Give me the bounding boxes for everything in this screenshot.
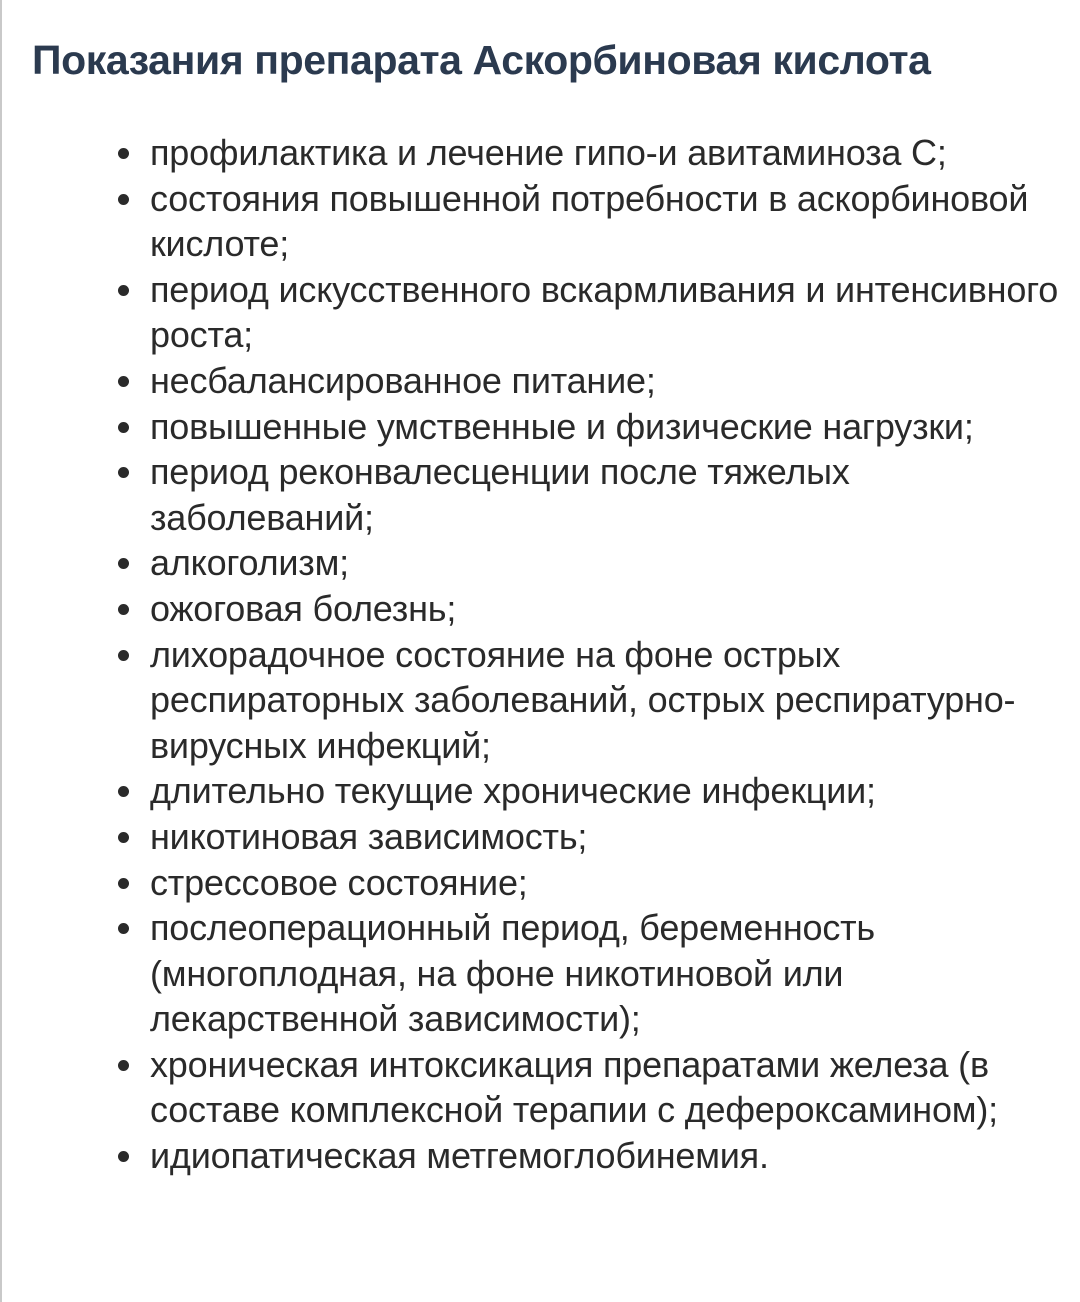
list-item (118, 905, 1068, 1042)
bullet-icon (118, 923, 129, 934)
bullet-icon (118, 376, 129, 387)
list-item (118, 267, 1068, 358)
list-item (118, 586, 1068, 632)
list-item (118, 404, 1068, 450)
list-item (118, 176, 1068, 267)
bullet-icon (118, 1060, 129, 1071)
bullet-icon (118, 832, 129, 843)
bullet-icon (118, 285, 129, 296)
bullet-icon (118, 194, 129, 205)
list-item-text: никотиновая зависимость; (150, 815, 588, 857)
list-item-text: послеоперационный период, беременность (многоплодная, на фоне никотиновой или лекарственной зависимости); (150, 907, 875, 1040)
bullet-icon (118, 422, 129, 433)
list-item (118, 540, 1068, 586)
bullet-icon (118, 148, 129, 159)
list-item (118, 1133, 1068, 1179)
bullet-icon (118, 1151, 129, 1162)
list-item (118, 814, 1068, 860)
list-item-text: повышенные умственные и физические нагрузки; (150, 405, 974, 447)
list-item-text: идиопатическая метгемоглобинемия. (150, 1135, 769, 1177)
list-item-text: несбалансированное питание; (150, 359, 656, 401)
list-item (118, 358, 1068, 404)
list-item-text: период искусственного вскармливания и интенсивного роста; (150, 268, 1059, 356)
list-item-text: состояния повышенной потребности в аскорбиновой кислоте; (150, 177, 1029, 265)
list-item (118, 130, 1068, 176)
bullet-icon (118, 786, 129, 797)
bullet-icon (118, 878, 129, 889)
bullet-icon (118, 467, 129, 478)
bullet-icon (118, 558, 129, 569)
list-item-text: алкоголизм; (150, 542, 349, 584)
list-item-text: ожоговая болезнь; (150, 587, 457, 629)
list-item (118, 449, 1068, 540)
bullet-icon (118, 650, 129, 661)
list-item-text: длительно текущие хронические инфекции; (150, 770, 876, 812)
list-item (118, 1042, 1068, 1133)
list-item (118, 632, 1068, 769)
list-item-text: хроническая интоксикация препаратами железа (в составе комплексной терапии с дефероксамином); (150, 1043, 998, 1131)
page-title: Показания препарата Аскорбиновая кислота (32, 37, 931, 83)
list-item-text: период реконвалесценции после тяжелых заболеваний; (150, 451, 850, 538)
list-item (118, 860, 1068, 906)
list-item-text: профилактика и лечение гипо-и авитаминоза С; (150, 132, 947, 173)
indications-list (118, 130, 1068, 1179)
page-left-border (0, 0, 2, 1302)
list-item-text: лихорадочное состояние на фоне острых респираторных заболеваний, острых респиратурно-вирусных инфекций; (150, 633, 1016, 766)
bullet-icon (118, 604, 129, 615)
list-item-text: стрессовое состояние; (150, 861, 528, 903)
list-item (118, 768, 1068, 814)
